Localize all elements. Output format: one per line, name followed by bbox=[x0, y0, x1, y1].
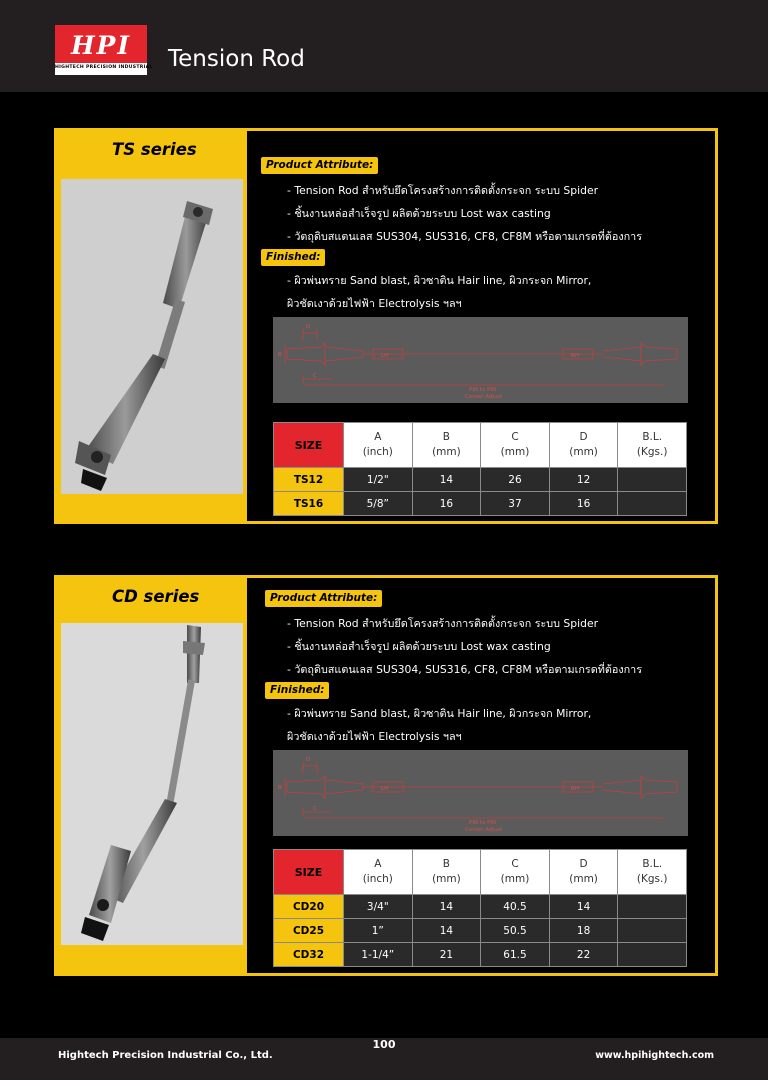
cell-bl bbox=[618, 919, 687, 943]
column-header-c: C (mm) bbox=[481, 423, 550, 468]
column-header-bl: B.L. (Kgs.) bbox=[618, 423, 687, 468]
drawing-label-pin: PIN to PIN bbox=[469, 387, 497, 393]
cell-bl bbox=[618, 468, 687, 492]
specification-table bbox=[273, 422, 687, 516]
size-header: SIZE bbox=[274, 423, 344, 468]
size-cell: CD32 bbox=[274, 943, 344, 967]
drawing-label-b: B bbox=[278, 785, 282, 791]
cell-d: 16 bbox=[549, 492, 618, 516]
drawing-label-lh: LH bbox=[381, 786, 389, 792]
finish-line: - ผิวพ่นทราย Sand blast, ผิวซาติน Hair line, ผิวกระจก Mirror, bbox=[287, 274, 592, 287]
cell-c: 50.5 bbox=[481, 919, 550, 943]
company-logo bbox=[55, 25, 153, 75]
finish-line: - ผิวพ่นทราย Sand blast, ผิวซาติน Hair line, ผิวกระจก Mirror, bbox=[287, 707, 592, 720]
finish-line: ผิวชัดเงาด้วยไฟฟ้า Electrolysis ฯลฯ bbox=[287, 297, 462, 310]
cd-series-card bbox=[54, 575, 718, 976]
cell-d: 22 bbox=[549, 943, 618, 967]
attribute-line: - วัตถุดิบสแตนเลส SUS304, SUS316, CF8, CF8M หรือตามเกรดที่ต้องการ bbox=[287, 663, 643, 676]
cell-d: 18 bbox=[549, 919, 618, 943]
cell-b: 14 bbox=[412, 919, 481, 943]
cell-a: 1/2" bbox=[344, 468, 413, 492]
tension-rod-drawing-icon bbox=[273, 317, 688, 403]
product-attribute-label: Product Attribute: bbox=[265, 590, 382, 607]
table-header-row bbox=[274, 850, 687, 895]
cell-bl bbox=[618, 943, 687, 967]
size-cell: CD25 bbox=[274, 919, 344, 943]
cell-c: 26 bbox=[481, 468, 550, 492]
technical-drawing bbox=[273, 317, 688, 403]
cell-c: 40.5 bbox=[481, 895, 550, 919]
technical-drawing bbox=[273, 750, 688, 836]
cell-d: 14 bbox=[549, 895, 618, 919]
drawing-label-c: C bbox=[313, 806, 317, 812]
column-header-d: D (mm) bbox=[549, 423, 618, 468]
table-row bbox=[274, 943, 687, 967]
page-header bbox=[0, 0, 768, 92]
cell-a: 5/8” bbox=[344, 492, 413, 516]
series-title: CD series bbox=[112, 587, 200, 606]
column-header-bl: B.L. (Kgs.) bbox=[618, 850, 687, 895]
tension-rod-photo-icon bbox=[61, 179, 243, 494]
column-header-b: B (mm) bbox=[412, 850, 481, 895]
column-header-a: A (inch) bbox=[344, 850, 413, 895]
attribute-line: - Tension Rod สำหรับยึดโครงสร้างการติดตั้งกระจก ระบบ Spider bbox=[287, 184, 599, 197]
drawing-label-c: C bbox=[313, 373, 317, 379]
tension-rod-drawing-icon bbox=[273, 750, 688, 836]
cell-bl bbox=[618, 492, 687, 516]
drawing-label-d: D bbox=[306, 324, 311, 330]
column-header-b: B (mm) bbox=[412, 423, 481, 468]
column-header-d: D (mm) bbox=[549, 850, 618, 895]
page-number: 100 bbox=[372, 1038, 396, 1051]
ts-series-card bbox=[54, 128, 718, 524]
cell-c: 37 bbox=[481, 492, 550, 516]
page-title: Tension Rod bbox=[168, 46, 305, 72]
cell-a: 3/4" bbox=[344, 895, 413, 919]
finished-label: Finished: bbox=[265, 682, 329, 699]
finished-label: Finished: bbox=[261, 249, 325, 266]
series-side-panel bbox=[57, 131, 247, 521]
cell-c: 61.5 bbox=[481, 943, 550, 967]
drawing-label-center: Center Adjust bbox=[465, 394, 503, 400]
attribute-line: - ชิ้นงานหล่อสำเร็จรูป ผลิตด้วยระบบ Lost wax casting bbox=[287, 207, 551, 220]
cell-b: 21 bbox=[412, 943, 481, 967]
size-cell: TS12 bbox=[274, 468, 344, 492]
cell-d: 12 bbox=[549, 468, 618, 492]
cell-bl bbox=[618, 895, 687, 919]
cell-b: 14 bbox=[412, 895, 481, 919]
website-link[interactable]: www.hpihightech.com bbox=[595, 1050, 714, 1061]
tension-rod-photo-icon bbox=[61, 623, 243, 945]
column-header-a: A (inch) bbox=[344, 423, 413, 468]
drawing-label-center: Center Adjust bbox=[465, 827, 503, 833]
cell-b: 16 bbox=[412, 492, 481, 516]
attribute-line: - วัตถุดิบสแตนเลส SUS304, SUS316, CF8, CF8M หรือตามเกรดที่ต้องการ bbox=[287, 230, 643, 243]
attribute-line: - ชิ้นงานหล่อสำเร็จรูป ผลิตด้วยระบบ Lost wax casting bbox=[287, 640, 551, 653]
table-row bbox=[274, 919, 687, 943]
series-side-panel bbox=[57, 578, 247, 973]
table-row bbox=[274, 492, 687, 516]
logo-subtitle: HIGHTECH PRECISION INDUSTRIAL bbox=[55, 65, 153, 70]
specification-table bbox=[273, 849, 687, 967]
cell-a: 1-1/4” bbox=[344, 943, 413, 967]
attribute-line: - Tension Rod สำหรับยึดโครงสร้างการติดตั้งกระจก ระบบ Spider bbox=[287, 617, 599, 630]
table-row bbox=[274, 468, 687, 492]
drawing-label-rh: RH bbox=[571, 353, 579, 359]
drawing-label-rh: RH bbox=[571, 786, 579, 792]
drawing-label-pin: PIN to PIN bbox=[469, 820, 497, 826]
column-header-c: C (mm) bbox=[481, 850, 550, 895]
product-photo bbox=[61, 623, 243, 945]
cell-b: 14 bbox=[412, 468, 481, 492]
size-cell: CD20 bbox=[274, 895, 344, 919]
cell-a: 1” bbox=[344, 919, 413, 943]
size-cell: TS16 bbox=[274, 492, 344, 516]
series-title: TS series bbox=[112, 140, 197, 159]
table-row bbox=[274, 895, 687, 919]
company-name: Hightech Precision Industrial Co., Ltd. bbox=[58, 1050, 273, 1061]
drawing-label-d: D bbox=[306, 757, 311, 763]
page-footer bbox=[0, 1038, 768, 1080]
product-photo bbox=[61, 179, 243, 494]
size-header: SIZE bbox=[274, 850, 344, 895]
finish-line: ผิวชัดเงาด้วยไฟฟ้า Electrolysis ฯลฯ bbox=[287, 730, 462, 743]
product-attribute-label: Product Attribute: bbox=[261, 157, 378, 174]
drawing-label-b: B bbox=[278, 352, 282, 358]
logo-mark: HPI bbox=[70, 31, 132, 60]
drawing-label-lh: LH bbox=[381, 353, 389, 359]
table-header-row bbox=[274, 423, 687, 468]
